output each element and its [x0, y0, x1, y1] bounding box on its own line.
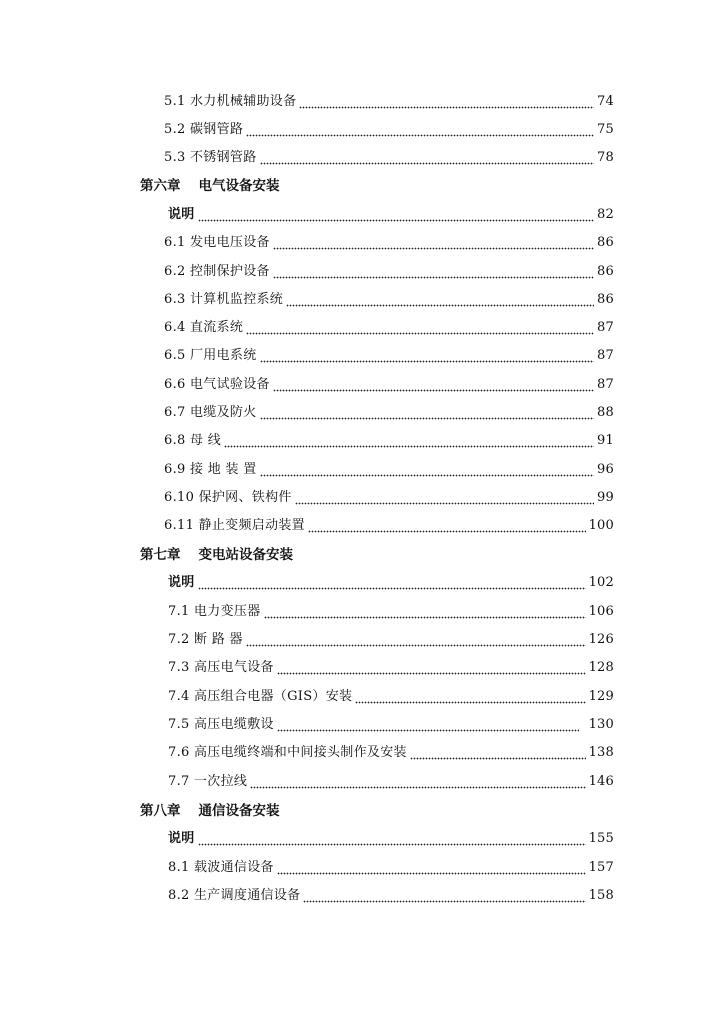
chapter-heading[interactable]: [140, 543, 293, 563]
chapter-number: 第六章: [140, 178, 181, 194]
toc-entry-page: 74: [597, 94, 614, 109]
toc-entry-page: 130: [588, 717, 614, 732]
dot-leader: [246, 122, 594, 138]
toc-entry-label: 5.2 碳钢管路: [164, 122, 244, 137]
toc-entry-label: 说明: [168, 831, 195, 846]
toc-entry-label: 6.10 保护网、铁构件: [164, 490, 292, 505]
toc-entry-page: 87: [597, 320, 614, 335]
toc-entry-label: 6.1 发电电压设备: [164, 235, 270, 250]
toc-entry[interactable]: [168, 628, 614, 648]
dot-leader: [303, 888, 585, 904]
toc-entry-label: 6.11 静止变频启动装置: [164, 518, 305, 533]
toc-entry[interactable]: [164, 118, 614, 138]
toc-entry-page: 86: [597, 264, 614, 279]
dot-leader: [260, 405, 595, 421]
toc-entry[interactable]: [168, 600, 614, 620]
toc-entry-label: 6.4 直流系统: [164, 320, 244, 335]
toc-entry-label: 7.4 高压组合电器（GIS）安装: [168, 689, 353, 704]
dot-leader: [198, 575, 586, 591]
toc-entry-page: 78: [597, 150, 614, 165]
dot-leader: [260, 348, 595, 364]
toc-entry[interactable]: [168, 741, 614, 761]
dot-leader: [295, 490, 594, 506]
toc-entry-page: 158: [588, 888, 614, 903]
toc-entry[interactable]: [164, 486, 614, 506]
toc-entry-page: 82: [597, 207, 614, 222]
dot-leader: [250, 774, 585, 790]
toc-entry[interactable]: [168, 713, 614, 733]
dot-leader: [355, 689, 585, 705]
dot-leader: [277, 660, 586, 676]
toc-entry-page: 157: [588, 860, 614, 875]
toc-entry-page: 102: [588, 575, 614, 590]
toc-entry-page: 96: [597, 462, 614, 477]
toc-entry-page: 138: [588, 745, 614, 760]
toc-entry[interactable]: [164, 231, 614, 251]
chapter-title: 变电站设备安装: [198, 547, 293, 563]
toc-entry-label: 7.2 断 路 器: [168, 632, 243, 647]
toc-entry-label: 7.5 高压电缆敷设: [168, 717, 274, 732]
chapter-title: 通信设备安装: [198, 803, 280, 819]
toc-entry-label: 7.1 电力变压器: [168, 604, 261, 619]
toc-entry-label: 6.3 计算机监控系统: [164, 292, 284, 307]
toc-entry-label: 6.2 控制保护设备: [164, 264, 270, 279]
toc-entry-page: 88: [597, 405, 614, 420]
toc-entry-explanation[interactable]: [168, 827, 614, 847]
toc-entry-label: 8.2 生产调度通信设备: [168, 888, 301, 903]
chapter-number: 第八章: [140, 803, 181, 819]
toc-entry-page: 106: [588, 604, 614, 619]
dot-leader: [277, 860, 586, 876]
toc-entry[interactable]: [168, 884, 614, 904]
toc-entry-label: 说明: [168, 575, 195, 590]
toc-entry-label: 6.6 电气试验设备: [164, 377, 270, 392]
toc-entry-page: 146: [588, 774, 614, 789]
toc-entry[interactable]: [164, 373, 614, 393]
dot-leader: [308, 518, 586, 534]
toc-entry[interactable]: [164, 260, 614, 280]
toc-entry-page: 87: [597, 377, 614, 392]
dot-leader: [273, 377, 594, 393]
toc-entry-label: 说明: [168, 207, 195, 222]
toc-entry[interactable]: [164, 429, 614, 449]
dot-leader: [224, 433, 594, 449]
toc-entry-label: 7.6 高压电缆终端和中间接头制作及安装: [168, 745, 407, 760]
dot-leader: [273, 235, 594, 251]
toc-entry-label: 5.3 不锈钢管路: [164, 150, 257, 165]
toc-entry[interactable]: [168, 656, 614, 676]
toc-entry-page: 155: [588, 831, 614, 846]
toc-entry[interactable]: [168, 685, 614, 705]
dot-leader: [273, 264, 594, 280]
dot-leader: [260, 462, 595, 478]
toc-entry-label: 7.7 一次拉线: [168, 774, 248, 789]
toc-entry-label: 6.8 母 线: [164, 433, 222, 448]
toc-entry-explanation[interactable]: [168, 571, 614, 591]
toc-entry-label: 6.7 电缆及防火: [164, 405, 257, 420]
toc-entry-page: 100: [588, 518, 614, 533]
toc-entry[interactable]: [168, 856, 614, 876]
chapter-number: 第七章: [140, 547, 181, 563]
toc-entry-page: 87: [597, 348, 614, 363]
dot-leader: [410, 745, 586, 761]
toc-entry-explanation[interactable]: [168, 203, 614, 223]
toc-entry-label: 7.3 高压电气设备: [168, 660, 274, 675]
toc-entry-page: 86: [597, 235, 614, 250]
toc-entry[interactable]: [164, 146, 614, 166]
toc-entry-page: 75: [597, 122, 614, 137]
toc-entry-page: 126: [588, 632, 614, 647]
toc-entry[interactable]: [164, 288, 614, 308]
chapter-heading[interactable]: [140, 174, 280, 194]
toc-entry[interactable]: [164, 90, 614, 110]
toc-entry-page: 99: [597, 490, 614, 505]
chapter-title: 电气设备安装: [198, 178, 280, 194]
toc-entry-page: 86: [597, 292, 614, 307]
toc-entry-label: 6.5 厂用电系统: [164, 348, 257, 363]
chapter-heading[interactable]: [140, 799, 280, 819]
dot-leader: [286, 292, 594, 308]
dot-leader: [198, 831, 586, 847]
toc-entry-page: 91: [597, 433, 614, 448]
dot-leader: [198, 207, 594, 223]
dot-leader: [264, 604, 586, 620]
toc-entry-label: 8.1 载波通信设备: [168, 860, 274, 875]
toc-entry-label: 6.9 接 地 装 置: [164, 462, 257, 477]
dot-leader: [299, 94, 594, 110]
toc-entry[interactable]: [164, 344, 614, 364]
dot-leader: [260, 150, 595, 166]
toc-entry[interactable]: [164, 401, 614, 421]
toc-entry[interactable]: [164, 514, 614, 534]
toc-entry-label: 5.1 水力机械辅助设备: [164, 94, 297, 109]
toc-entry-page: 129: [588, 689, 614, 704]
dot-leader: [277, 717, 579, 733]
dot-leader: [246, 632, 586, 648]
toc-entry-page: 128: [588, 660, 614, 675]
toc-entry[interactable]: [164, 458, 614, 478]
toc-entry[interactable]: [164, 316, 614, 336]
toc-entry[interactable]: [168, 770, 614, 790]
dot-leader: [246, 320, 594, 336]
